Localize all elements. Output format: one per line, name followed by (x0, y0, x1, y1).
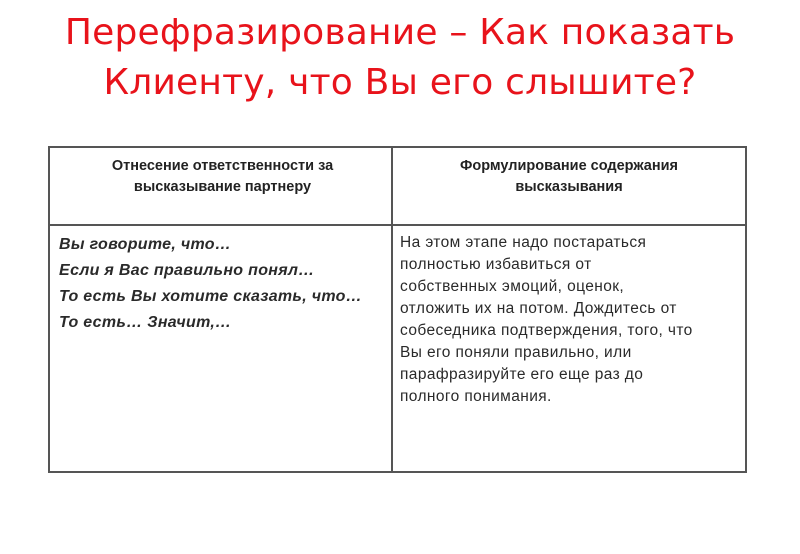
description-line: Вы его поняли правильно, или (400, 344, 632, 361)
header-left-line-1: Отнесение ответственности за (111, 158, 334, 174)
phrase-item: Вы говорите, что… (59, 236, 232, 253)
phrase-item: То есть Вы хотите сказать, что… (59, 288, 363, 305)
description-line: полного понимания. (400, 388, 552, 405)
paraphrase-table (48, 146, 747, 473)
description-line: полностью избавиться от (400, 256, 592, 273)
slide-title (0, 8, 800, 108)
header-right-line-2: высказывания (515, 179, 623, 195)
description-line: парафразируйте его еще раз до (400, 366, 644, 383)
phrases-cell (59, 232, 384, 336)
description-line: отложить их на потом. Дождитесь от (400, 300, 677, 317)
header-cell-responsibility (60, 156, 385, 198)
table-header-row (50, 148, 745, 226)
phrase-item: Если я Вас правильно понял… (59, 262, 315, 279)
header-cell-content (400, 156, 738, 198)
phrase-item: То есть… Значит,… (59, 314, 232, 331)
description-line: собственных эмоций, оценок, (400, 278, 625, 295)
header-left-line-2: высказывание партнеру (133, 179, 312, 195)
description-cell (400, 232, 740, 408)
description-line: На этом этапе надо постараться (400, 234, 647, 251)
header-right-line-1: Формулирование содержания (459, 158, 679, 174)
slide-title-line-2: Клиенту, что Вы его слышите? (103, 62, 697, 103)
column-divider (391, 148, 393, 471)
slide-title-line-1: Перефразирование – Как показать (64, 12, 736, 53)
description-line: собеседника подтверждения, того, что (400, 322, 693, 339)
